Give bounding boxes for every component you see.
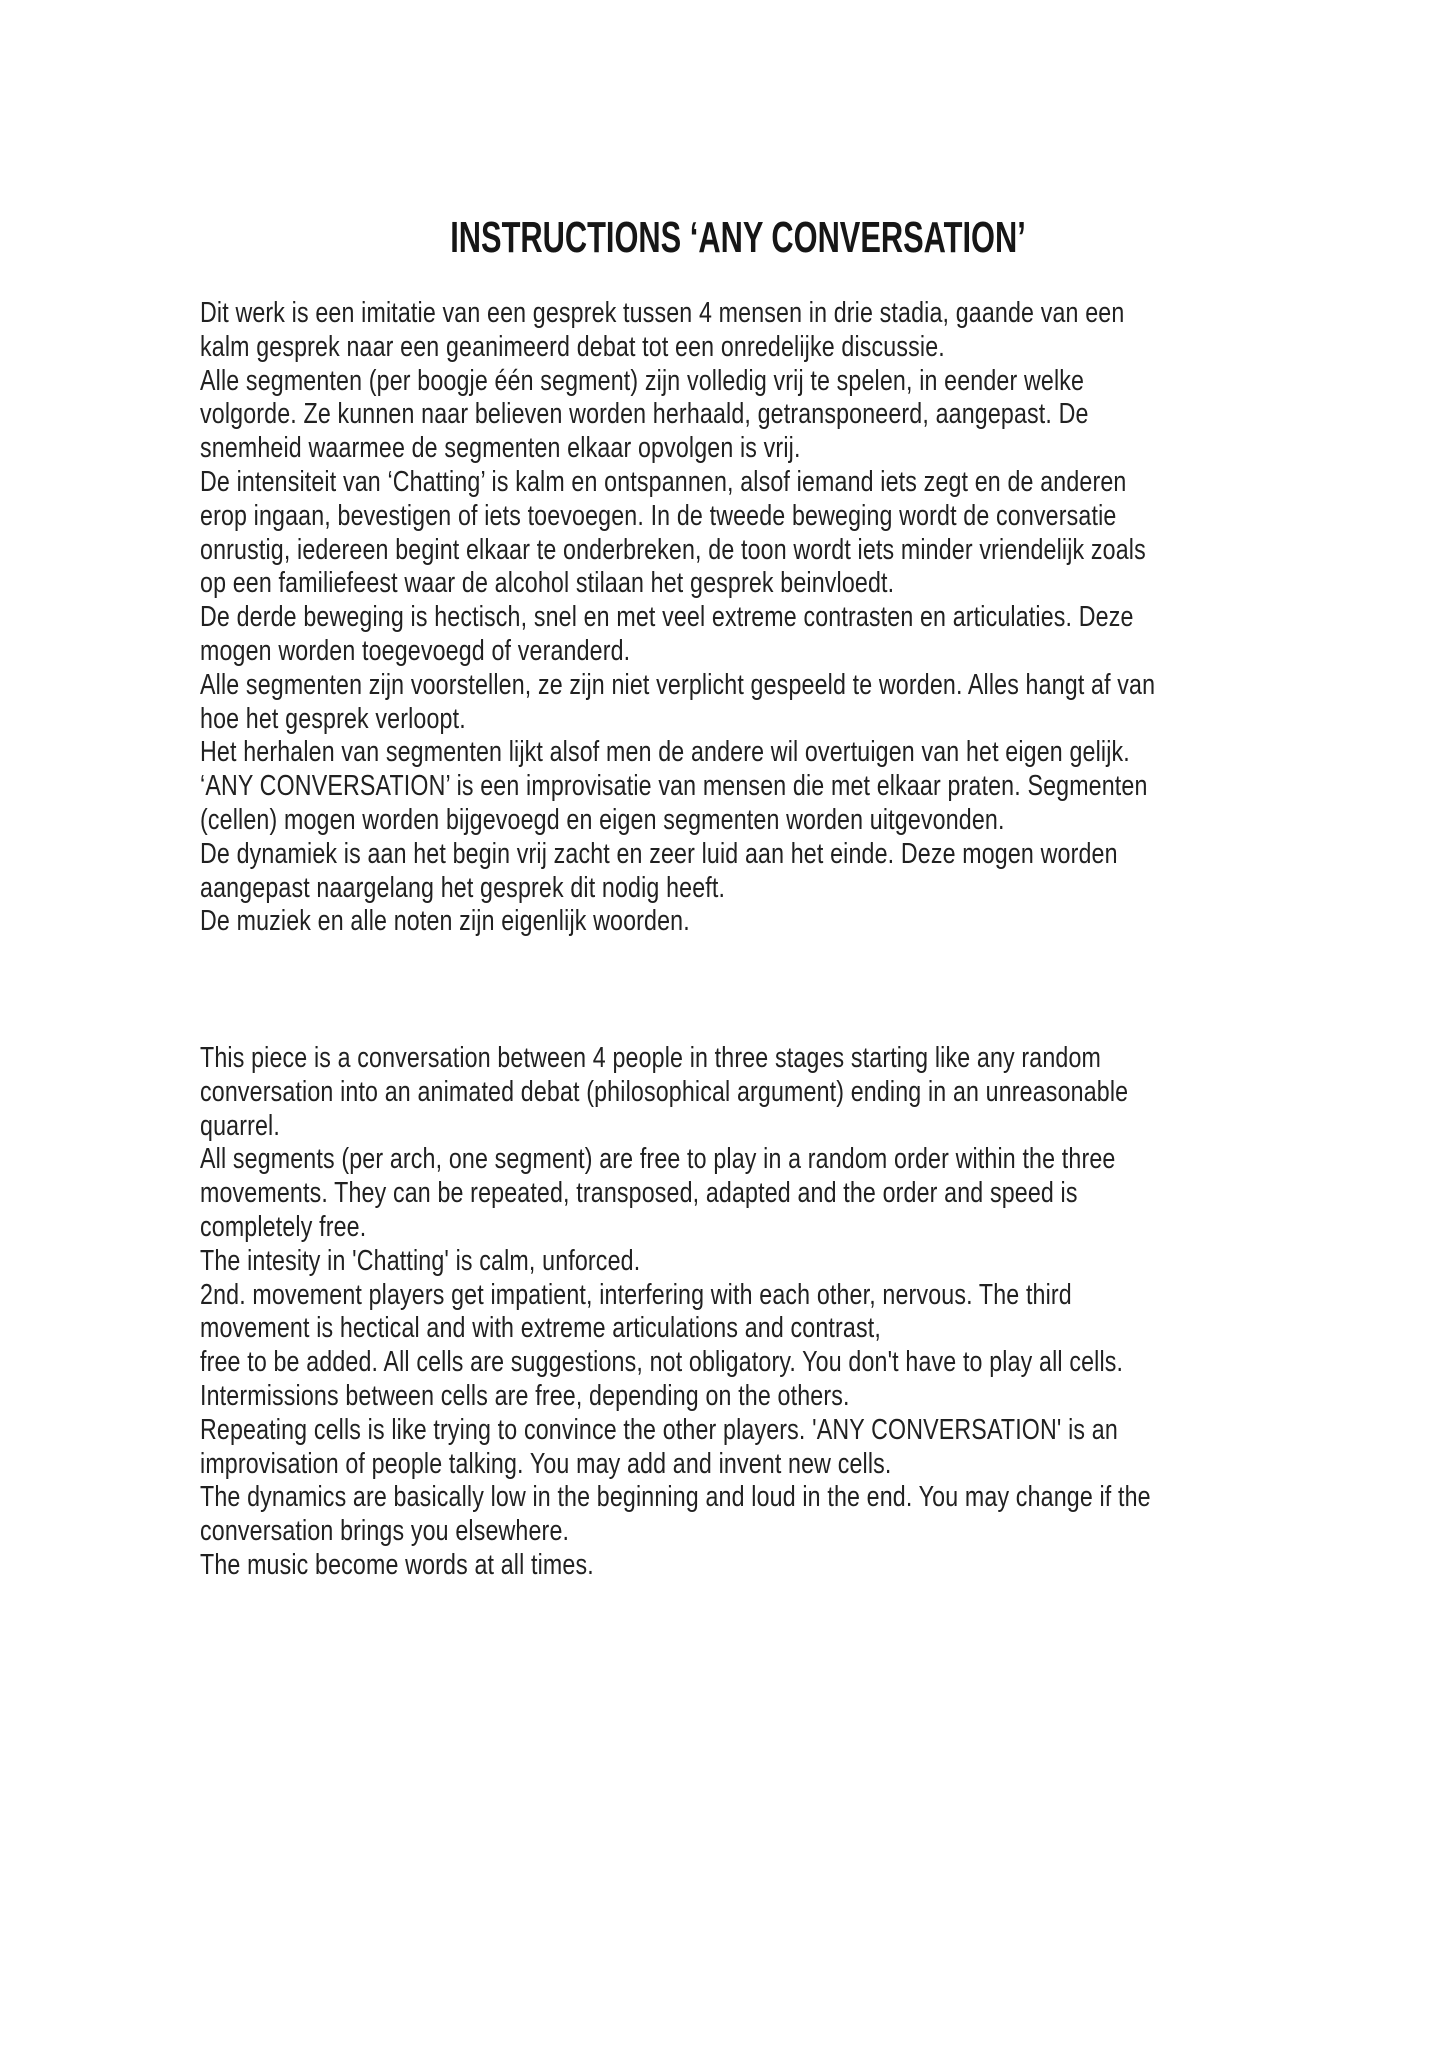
text-line: hoe het gesprek verloopt. [200,702,466,735]
text-line: (cellen) mogen worden bijgevoegd en eigen segmenten worden uitgevonden. [200,803,1005,836]
text-line: De intensiteit van ‘Chatting’ is kalm en ontspannen, alsof iemand iets zegt en de anderen [200,465,1127,498]
text-line: conversation into an animated debat (philosophical argument) ending in an unreasonable [200,1075,1129,1108]
text-line: erop ingaan, bevestigen of iets toevoegen. In de tweede beweging wordt de conversatie [200,499,1117,532]
text-line: The music become words at all times. [200,1548,594,1581]
document-title: INSTRUCTIONS ‘ANY CONVERSATION’ [450,213,1026,262]
text-line: Dit werk is een imitatie van een gesprek tussen 4 mensen in drie stadia, gaande van een [200,297,1125,329]
text-column [200,0,1240,2045]
text-line: 2nd. movement players get impatient, interfering with each other, nervous. The third [200,1278,1072,1311]
text-line: onrustig, iedereen begint elkaar te onderbreken, de toon wordt iets minder vriendelijk zoals [200,533,1146,566]
text-line: De derde beweging is hectisch, snel en met veel extreme contrasten en articulaties. Deze [200,601,1134,634]
text-line: aangepast naargelang het gesprek dit nodig heeft. [200,871,726,904]
text-line: snemheid waarmee de segmenten elkaar opvolgen is vrij. [200,432,801,465]
text-line: Repeating cells is like trying to convince the other players. 'ANY CONVERSATION' is an [200,1413,1118,1446]
text-line: kalm gesprek naar een geanimeerd debat tot een onredelijke discussie. [200,330,945,363]
english-instructions-paragraph [200,1042,1240,1583]
text-line: De dynamiek is aan het begin vrij zacht en zeer luid aan het einde. Deze mogen worden [200,837,1118,870]
text-line: Intermissions between cells are free, depending on the others. [200,1379,850,1412]
text-line: improvisation of people talking. You may add and invent new cells. [200,1447,892,1480]
text-line: This piece is a conversation between 4 people in three stages starting like any random [200,1042,1102,1074]
text-line: conversation brings you elsewhere. [200,1515,570,1548]
text-line: De muziek en alle noten zijn eigenlijk woorden. [200,905,690,938]
text-line: free to be added. All cells are suggestions, not obligatory. You don't have to play all cells. [200,1346,1124,1379]
text-line: Alle segmenten (per boogje één segment) zijn volledig vrij te spelen, in eender welke [200,364,1085,397]
text-line: ‘ANY CONVERSATION’ is een improvisatie van mensen die met elkaar praten. Segmenten [200,770,1148,803]
dutch-instructions-paragraph [200,297,1240,939]
text-line: op een familiefeest waar de alcohol stilaan het gesprek beinvloedt. [200,567,895,600]
text-line: The dynamics are basically low in the beginning and loud in the end. You may change if the [200,1481,1151,1514]
text-line: completely free. [200,1210,367,1243]
text-line: Het herhalen van segmenten lijkt alsof men de andere wil overtuigen van het eigen gelijk. [200,736,1130,769]
text-line: Alle segmenten zijn voorstellen, ze zijn niet verplicht gespeeld te worden. Alles hangt af van [200,668,1156,701]
text-line: The intesity in 'Chatting' is calm, unforced. [200,1244,641,1277]
text-line: movements. They can be repeated, transposed, adapted and the order and speed is [200,1177,1078,1210]
text-line: All segments (per arch, one segment) are free to play in a random order within the three [200,1143,1116,1176]
text-line: volgorde. Ze kunnen naar believen worden herhaald, getransponeerd, aangepast. De [200,398,1089,431]
text-line: quarrel. [200,1109,280,1142]
text-line: movement is hectical and with extreme articulations and contrast, [200,1312,881,1345]
text-line: mogen worden toegevoegd of veranderd. [200,634,631,667]
